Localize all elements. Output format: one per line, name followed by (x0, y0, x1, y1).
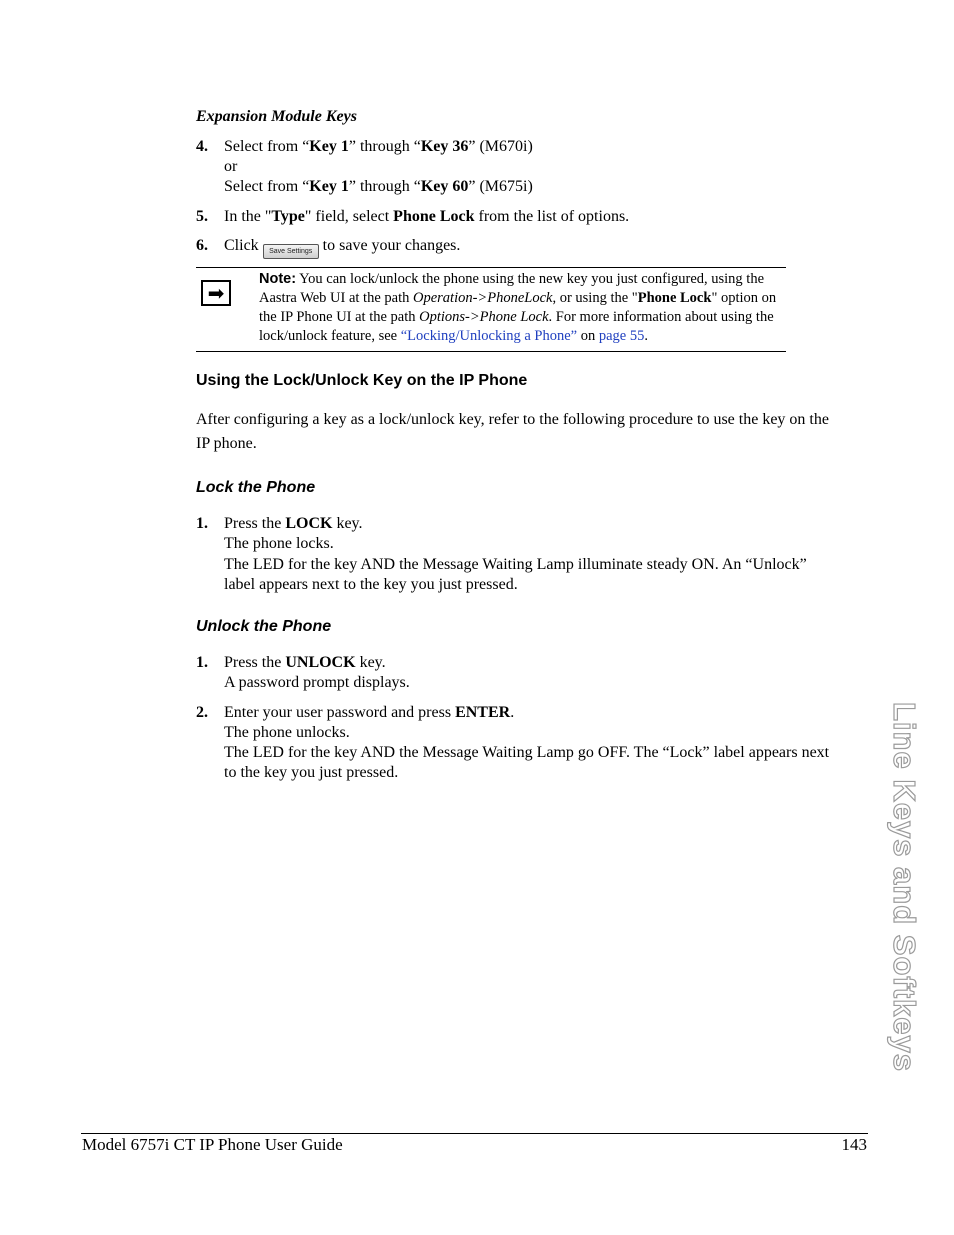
step-number: 6. (196, 237, 208, 254)
link-locking-unlocking[interactable]: “Locking/Unlocking a Phone” (400, 328, 578, 344)
subsection-heading: Expansion Module Keys (196, 108, 357, 125)
step-number: 5. (196, 208, 208, 225)
step-text: Press the UNLOCK key. (224, 654, 386, 671)
step-text: label appears next to the key you just pressed. (224, 576, 518, 593)
step-text: The LED for the key AND the Message Waiting Lamp illuminate steady ON. An “Unlock” (224, 556, 807, 573)
step-text: Click Save Settings to save your changes. (224, 237, 460, 259)
footer-divider (81, 1133, 868, 1134)
step-text: In the "Type" field, select Phone Lock from the list of options. (224, 208, 630, 225)
step-text: Press the LOCK key. (224, 515, 363, 532)
step-text: The phone locks. (224, 535, 334, 552)
step-text: A password prompt displays. (224, 674, 410, 691)
note-text: Note: You can lock/unlock the phone using the new key you just configured, using the Aastra Web UI at the path Operation->PhoneLock, or using the "Phone Lock" option on the IP Phone UI at the path Options->Phone Lock. For more information about using the lock/unlock feature, see “Locking/Unlocking a Phone” on page 55. (259, 271, 777, 344)
note-box (196, 267, 786, 352)
arrow-right-icon: ➡ (201, 280, 231, 306)
step-text: Enter your user password and press ENTER. (224, 704, 515, 721)
paragraph-line: IP phone. (196, 435, 257, 452)
step-text: The phone unlocks. (224, 724, 350, 741)
chapter-side-tab: Line Keys and Softkeys (887, 702, 922, 1073)
section-heading: Using the Lock/Unlock Key on the IP Phone (196, 372, 528, 389)
subsection-heading: Lock the Phone (196, 479, 316, 496)
page-number: 143 (841, 1135, 867, 1154)
subsection-heading: Unlock the Phone (196, 618, 332, 635)
paragraph-line: After configuring a key as a lock/unlock key, refer to the following procedure to use the key on the (196, 411, 829, 428)
link-page-55[interactable]: page 55 (598, 328, 645, 344)
step-number: 4. (196, 138, 208, 155)
step-text: Select from “Key 1” through “Key 60” (M675i) (224, 178, 533, 195)
step-number: 1. (196, 515, 208, 532)
step-number: 1. (196, 654, 208, 671)
footer-title: Model 6757i CT IP Phone User Guide (82, 1135, 343, 1154)
step-number: 2. (196, 704, 208, 721)
step-text: Select from “Key 1” through “Key 36” (M670i) (224, 138, 533, 155)
step-text: or (224, 158, 238, 175)
step-text: The LED for the key AND the Message Waiting Lamp go OFF. The “Lock” label appears next (224, 744, 830, 761)
step-text: to the key you just pressed. (224, 764, 399, 781)
save-settings-button[interactable]: Save Settings (263, 244, 319, 259)
